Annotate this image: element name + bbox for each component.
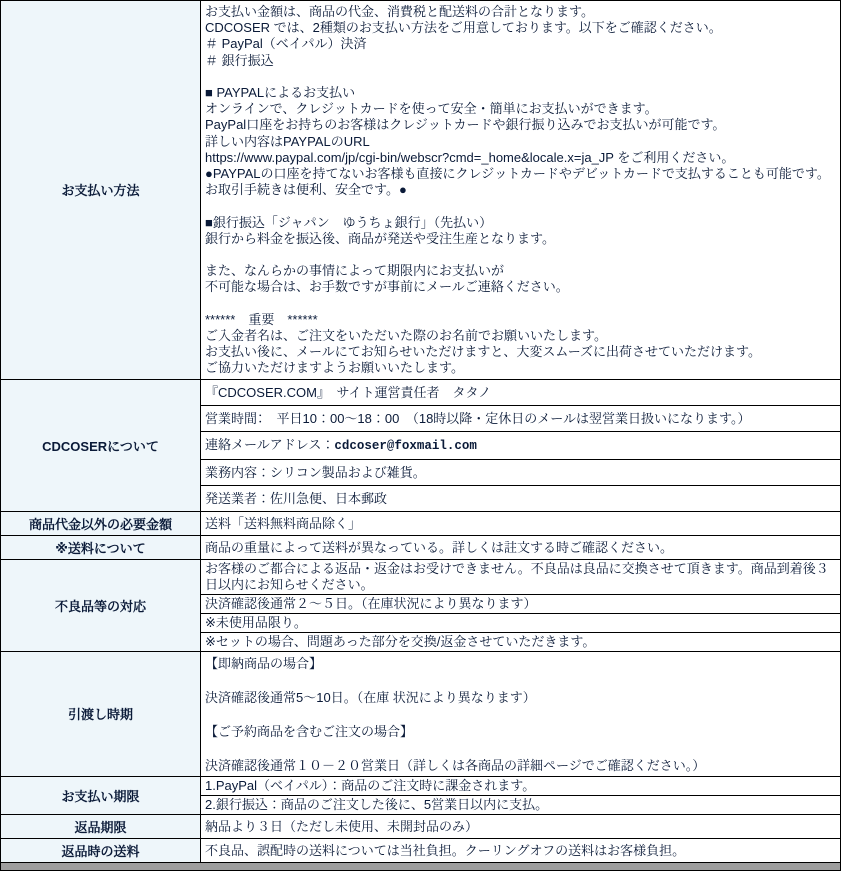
defective-policy-text: お客様のご都合による返品・返金はお受けできません。不良品は良品に交換させて頂きます。商品到着後３日以内にお知らせください。 [201, 560, 840, 595]
text-line: お取引手続きは便利、安全です。● [205, 182, 407, 198]
blank-line [205, 740, 836, 757]
text-line: 銀行から料金を振込後、商品が発送や受注生産となります。 [205, 230, 555, 246]
row-about [1, 380, 840, 512]
delivery-time-content [201, 652, 840, 776]
row-header-extra-fee: 商品代金以外の必要金額 [1, 512, 201, 535]
text-line: ●PAYPALの口座を持てないお客様も直接にクレジットカードやデビットカードで支払することも可能です。 [205, 166, 830, 182]
row-header-return-deadline: 返品期限 [1, 815, 201, 838]
text-line: また、なんらかの事情によって期限内にお支払いが [205, 263, 505, 279]
about-site-operator: 『CDCOSER.COM』 サイト運営責任者 タタノ [201, 380, 840, 406]
payment-methods-intro-line: CDCOSER では、2種類のお支払い方法をご用意しております。以下をご確認ください。 [205, 20, 722, 36]
row-return-shipping [1, 839, 840, 863]
payment-deadline-bank: 2.銀行振込：商品のご注文した後に、5営業日以内に支払。 [205, 796, 549, 812]
delivery-instock-title: 【即納商品の場合】 [205, 655, 323, 671]
text-line: 不可能な場合は、お手数ですが事前にメールご連絡ください。 [205, 279, 569, 295]
extra-fee-text: 送料「送料無料商品除く」 [205, 515, 362, 531]
delivery-preorder-title: 【ご予約商品を含むご注文の場合】 [205, 723, 414, 739]
row-header-delivery-time: 引渡し時期 [1, 652, 201, 776]
text-line: お支払い後に、メールにてお知らせいただけますと、大変スムーズに出荷させていただけます。 [205, 344, 762, 360]
return-deadline-content [201, 815, 840, 838]
defective-set-note: ※セットの場合、問題あった部分を交換/返金させていただきます。 [205, 633, 596, 649]
text-line: オンラインで、クレジットカードを使って安全・簡単にお支払いができます。 [205, 101, 658, 117]
shipping-fee-text: 商品の重量によって送料が異なっている。詳しくは註文する時ご確認ください。 [205, 539, 674, 555]
about-business-content: 業務内容：シリコン製品および雑貨。 [201, 460, 840, 486]
extra-fee-content [201, 512, 840, 535]
about-shipping-companies: 発送業者：佐川急便、日本郵政 [205, 490, 388, 506]
about-contact-email-row [201, 432, 840, 460]
blank-line [205, 672, 836, 689]
paypal-url-line: https://www.paypal.com/jp/cgi-bin/webscr?cmd=_home&locale.x=ja_JP をご利用ください。 [205, 149, 735, 165]
email-address: cdcoser@foxmail.com [334, 438, 477, 453]
delivery-preorder-time: 決済確認後通常１０－２０営業日（詳しくは各商品の詳細ページでご確認ください。） [205, 757, 706, 773]
text-line: 詳しい内容はPAYPALのURL [205, 133, 370, 149]
return-shipping-text: 不良品、誤配時の送料については当社負担。クーリングオフの送料はお客様負担。 [205, 842, 686, 858]
text-line: ご入金者名は、ご注文をいただいた際のお名前でお願いいたします。 [205, 328, 607, 343]
return-deadline-text: 納品より３日（ただし未使用、未開封品のみ） [205, 818, 479, 834]
row-payment-method [1, 1, 840, 380]
blank-line [205, 706, 836, 723]
delivery-instock-time: 決済確認後通常5〜10日。（在庫 状況により異なります） [205, 689, 536, 705]
return-shipping-content [201, 839, 840, 862]
partial-next-row [1, 863, 840, 870]
row-header-shipping-fee: ※送料について [1, 536, 201, 559]
row-defective-handling [1, 560, 840, 652]
bank-section-title: ■銀行振込「ジャパン ゆうちょ銀行」（先払い） [205, 214, 493, 230]
row-header-payment-deadline: お支払い期限 [1, 777, 201, 814]
email-label: 連絡メールアドレス： [205, 436, 335, 452]
row-extra-fee [1, 512, 840, 536]
row-header-defective-handling: 不良品等の対応 [1, 560, 201, 651]
blank-line [205, 296, 836, 312]
defective-exchange-time: 決済確認後通常２〜５日。（在庫状況により異なります） [201, 595, 840, 614]
text-line: ご協力いただけますようお願いいたします。 [205, 360, 464, 376]
payment-total-line: お支払い金額は、商品の代金、消費税と配送料の合計となります。 [205, 4, 594, 19]
important-notice-title: ****** 重要 ****** [205, 311, 318, 327]
row-payment-deadline [1, 777, 840, 815]
text-line: PayPal口座をお持ちのお客様はクレジットカードや銀行振り込みでお支払いが可能です。 [205, 117, 726, 133]
blank-line [205, 247, 836, 263]
payment-option-paypal-line: ＃ PayPal（ベイパル）決済 [205, 36, 367, 52]
row-header-payment-method: お支払い方法 [1, 1, 201, 379]
defective-unused-only-note: ※未使用品限り。 [201, 614, 840, 633]
row-shipping-fee [1, 536, 840, 560]
shipping-fee-content [201, 536, 840, 559]
payment-deadline-paypal: 1.PayPal（ベイパル）：商品のご注文時に課金されます。 [201, 777, 840, 796]
blank-line [205, 198, 836, 214]
blank-line [205, 69, 836, 85]
row-header-return-shipping: 返品時の送料 [1, 839, 201, 862]
defective-handling-content [201, 560, 840, 651]
about-business-hours: 営業時間： 平日10：00〜18：00 （18時以降・定休日のメールは翌営業日扱いになります。） [201, 406, 840, 432]
about-content [201, 380, 840, 511]
payment-option-bank-line: ＃ 銀行振込 [205, 52, 274, 68]
payment-method-content [201, 1, 840, 379]
row-delivery-time [1, 652, 840, 777]
paypal-section-title: ■ PAYPALによるお支払い [205, 85, 356, 100]
row-return-deadline [1, 815, 840, 839]
payment-deadline-content [201, 777, 840, 814]
row-header-about: CDCOSERについて [1, 380, 201, 511]
